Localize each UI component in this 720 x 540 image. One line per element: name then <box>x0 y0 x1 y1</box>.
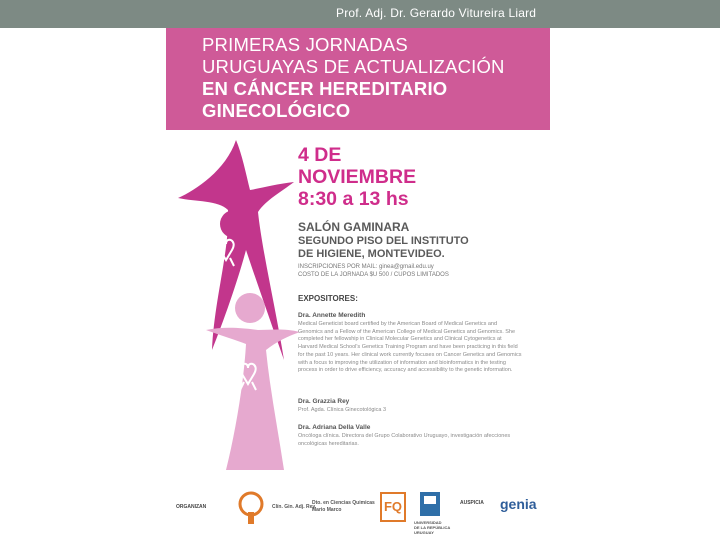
udelar-logo-icon <box>418 490 442 518</box>
organizan-label: ORGANIZAN <box>176 504 207 510</box>
event-time: 8:30 a 13 hs <box>298 188 409 210</box>
org-chem-line-1: Dto. en Ciencias Quimicas <box>312 500 375 506</box>
poster-title-line-3: EN CÁNCER HEREDITARIO <box>202 78 448 99</box>
event-date-line-2: NOVIEMBRE <box>298 166 417 188</box>
dark-figure-head <box>220 210 248 238</box>
speaker-bio: Prof. Agda. Clínica Ginecotológica 3 <box>298 407 387 413</box>
sponsors-footer <box>166 478 550 540</box>
udelar-line-2: DE LA REPÚBLICA <box>414 525 451 530</box>
clinic-logo-icon <box>236 490 266 526</box>
women-figures-illustration <box>166 130 306 470</box>
speaker-bio: Medical Geneticist board certified by the American Board of Medical Genetics and Genomics and a Fellow of the American College of Medical Genetics and Genomics. She completed her fellowship in Clinical Molecular Genetics and Clinical Cytogenetics at Harvard Medical School's Genetics Training Program and have been practicing in this field for the past 10 years. Her clinical work currently focuses on Cancer Genetics and Genomics with a focus to improving the utilization of information and bioinformatics in the testing process in order to drive efficiency, accuracy and accessibility to the genetic information. <box>298 321 522 374</box>
udelar-line-1: UNIVERSIDAD <box>414 520 442 525</box>
event-date-line-1: 4 DE <box>298 144 342 166</box>
speaker-bio: Oncóloga clínica. Directora del Grupo Colaborativo Uruguayo, investigación afecciones oncológicas hereditarias. <box>298 433 511 447</box>
light-figure-head <box>235 293 265 323</box>
cost-info: COSTO DE LA JORNADA $U 500 / CUPOS LIMITADOS <box>298 272 449 278</box>
light-figure-body <box>206 328 300 470</box>
speaker-name: Dra. Adriana Della Valle <box>298 424 371 431</box>
speaker-name: Dra. Grazzia Rey <box>298 398 350 405</box>
genia-logo: genia <box>500 496 537 512</box>
dark-figure-body <box>178 140 294 360</box>
venue-line-2: SEGUNDO PISO DEL INSTITUTO <box>298 235 469 247</box>
auspicia-label: AUSPICIA <box>460 500 484 506</box>
author-credit: Prof. Adj. Dr. Gerardo Vitureira Liard <box>336 6 537 20</box>
poster-title-line-1: PRIMERAS JORNADAS <box>202 34 408 55</box>
top-bar <box>0 0 720 28</box>
venue-name: SALÓN GAMINARA <box>298 220 410 234</box>
udelar-line-3: URUGUAY <box>414 530 434 535</box>
fq-logo: FQ <box>380 492 406 522</box>
venue-line-3: DE HIGIENE, MONTEVIDEO. <box>298 248 445 260</box>
speakers-heading: EXPOSITORES: <box>298 294 358 303</box>
org-chem-line-2: Mario Marco <box>312 507 342 513</box>
org-clinic: Clín. Gin. Adj. Rey <box>272 504 316 510</box>
speaker-name: Dra. Annette Meredith <box>298 312 366 319</box>
event-poster <box>166 28 550 540</box>
poster-title-line-2: URUGUAYAS DE ACTUALIZACIÓN <box>202 56 505 77</box>
poster-title-line-4: GINECOLÓGICO <box>202 100 351 121</box>
registration-info: INSCRIPCIONES POR MAIL: ginea@gmail.edu.uy <box>298 264 434 270</box>
poster-header <box>166 28 550 130</box>
